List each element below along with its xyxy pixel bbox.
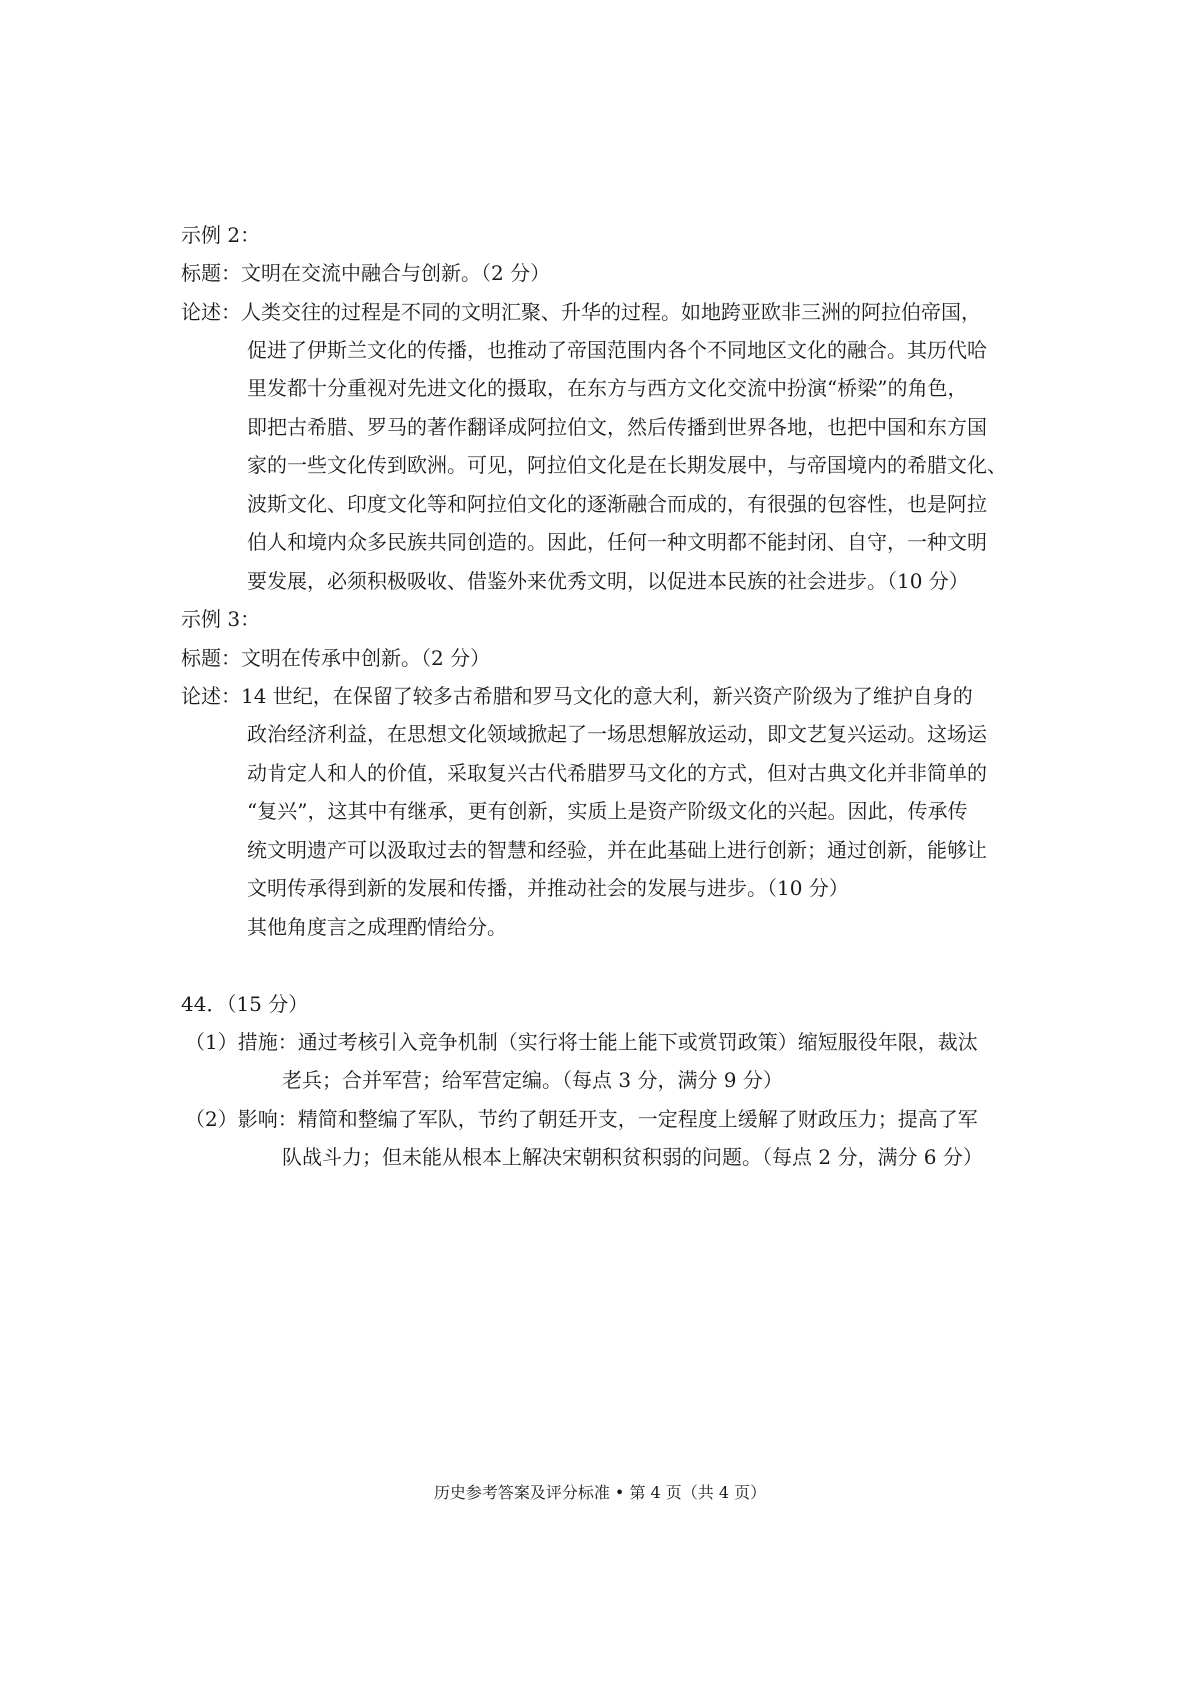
example-3-discussion-line: 政治经济利益，在思想文化领域掀起了一场思想解放运动，即文艺复兴运动。这场运: [247, 722, 987, 746]
example-2-discussion-line: 促进了伊斯兰文化的传播，也推动了帝国范围内各个不同地区文化的融合。其历代哈: [247, 338, 987, 362]
example-3-discussion-line: 动肯定人和人的价值，采取复兴古代希腊罗马文化的方式，但对古典文化并非简单的: [247, 761, 987, 785]
example-2-discussion-line: 伯人和境内众多民族共同创造的。因此，任何一种文明都不能封闭、自守，一种文明: [247, 530, 987, 554]
grading-note: 其他角度言之成理酌情给分。: [247, 915, 507, 939]
example-2-discussion-line: 要发展，必须积极吸收、借鉴外来优秀文明，以促进本民族的社会进步。（10 分）: [247, 569, 969, 593]
example-2-heading: 示例 2：: [181, 223, 261, 247]
example-3-discussion-line: “复兴”，这其中有继承，更有创新，实质上是资产阶级文化的兴起。因此，传承传: [247, 799, 968, 823]
question-44-part-1-line: （1）措施：通过考核引入竞争机制（实行将士能上能下或赏罚政策）缩短服役年限，裁汰: [185, 1030, 978, 1054]
question-44-part-2-line: （2）影响：精简和整编了军队，节约了朝廷开支，一定程度上缓解了财政压力；提高了军: [185, 1107, 978, 1131]
example-3-discussion-line: 统文明遗产可以汲取过去的智慧和经验，并在此基础上进行创新；通过创新，能够让: [247, 838, 987, 862]
question-44-heading: 44．（15 分）: [181, 992, 309, 1016]
page-footer: 历史参考答案及评分标准 • 第 4 页（共 4 页）: [433, 1483, 767, 1502]
example-2-discussion-line: 里发都十分重视对先进文化的摄取，在东方与西方文化交流中扮演“桥梁”的角色，: [247, 376, 968, 400]
example-2-discussion-line: 家的一些文化传到欧洲。可见，阿拉伯文化是在长期发展中，与帝国境内的希腊文化、: [247, 453, 1007, 477]
example-3-heading: 示例 3：: [181, 607, 261, 631]
example-2-discussion-line: 即把古希腊、罗马的著作翻译成阿拉伯文，然后传播到世界各地，也把中国和东方国: [247, 415, 987, 439]
example-2-discussion-line: 波斯文化、印度文化等和阿拉伯文化的逐渐融合而成的，有很强的包容性，也是阿拉: [247, 492, 987, 516]
example-2-title: 标题：文明在交流中融合与创新。（2 分）: [181, 261, 551, 285]
question-44-part-1-line: 老兵；合并军营；给军营定编。（每点 3 分，满分 9 分）: [282, 1068, 783, 1092]
example-3-title: 标题：文明在传承中创新。（2 分）: [181, 646, 491, 670]
example-2-discussion-line: 论述：人类交往的过程是不同的文明汇聚、升华的过程。如地跨亚欧非三洲的阿拉伯帝国，: [181, 300, 981, 324]
example-3-discussion-line: 论述：14 世纪，在保留了较多古希腊和罗马文化的意大利，新兴资产阶级为了维护自身的: [181, 684, 973, 708]
example-3-discussion-line: 文明传承得到新的发展和传播，并推动社会的发展与进步。（10 分）: [247, 876, 849, 900]
question-44-part-2-line: 队战斗力；但未能从根本上解决宋朝积贫积弱的问题。（每点 2 分，满分 6 分）: [282, 1145, 983, 1169]
